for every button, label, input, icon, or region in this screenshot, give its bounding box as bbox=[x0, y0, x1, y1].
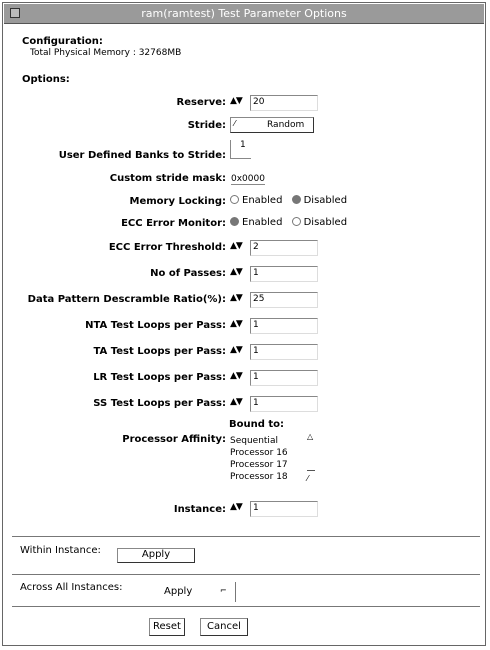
menu-indicator-icon: ⁄ bbox=[234, 119, 236, 128]
radio-icon[interactable] bbox=[292, 217, 301, 226]
passes-value[interactable]: 1 bbox=[253, 268, 259, 278]
reserve-label: Reserve: bbox=[176, 97, 226, 108]
instance-label: Instance: bbox=[173, 504, 226, 515]
ta-loops-spinner[interactable] bbox=[230, 344, 318, 359]
bound-to-label: Bound to: bbox=[229, 419, 285, 430]
radio-selected-icon[interactable] bbox=[230, 217, 239, 226]
ecc-monitor-radios bbox=[230, 217, 347, 228]
scroll-thumb[interactable] bbox=[307, 462, 315, 471]
lr-loops-label: LR Test Loops per Pass: bbox=[93, 372, 226, 383]
custom-stride-mask-label: Custom stride mask: bbox=[109, 173, 226, 184]
window-title: ram(ramtest) Test Parameter Options bbox=[141, 7, 347, 20]
ss-loops-value[interactable]: 1 bbox=[253, 398, 259, 408]
title-bar[interactable] bbox=[4, 4, 484, 24]
cancel-button[interactable]: Cancel bbox=[200, 618, 248, 636]
descramble-ratio-value[interactable]: 25 bbox=[253, 294, 265, 304]
processor-affinity-label: Processor Affinity: bbox=[122, 434, 226, 445]
ta-loops-value[interactable]: 1 bbox=[253, 346, 259, 356]
scroll-up-icon[interactable]: △ bbox=[307, 432, 314, 441]
spin-arrows-icon[interactable]: ▲▼ bbox=[230, 241, 242, 251]
memory-locking-radios bbox=[230, 195, 347, 206]
passes-label: No of Passes: bbox=[150, 268, 226, 279]
spin-arrows-icon[interactable]: ▲▼ bbox=[230, 345, 242, 355]
user-defined-banks-value[interactable]: 1 bbox=[240, 140, 246, 150]
ecc-monitor-disabled-radio[interactable]: Disabled bbox=[292, 217, 347, 228]
list-item[interactable]: Processor 16 bbox=[230, 448, 288, 458]
reset-button[interactable]: Reset bbox=[149, 618, 185, 636]
custom-stride-mask-input[interactable]: 0x0000 bbox=[231, 174, 265, 184]
spin-arrows-icon[interactable]: ▲▼ bbox=[230, 397, 242, 407]
ss-loops-spinner[interactable] bbox=[230, 396, 318, 411]
instance-spinner[interactable] bbox=[230, 501, 318, 516]
nta-loops-value[interactable]: 1 bbox=[253, 320, 259, 330]
section-divider bbox=[12, 536, 480, 537]
descramble-ratio-spinner[interactable] bbox=[230, 292, 318, 307]
ecc-threshold-label: ECC Error Threshold: bbox=[108, 242, 226, 253]
section-divider bbox=[12, 574, 480, 575]
user-defined-banks-label: User Defined Banks to Stride: bbox=[58, 150, 226, 161]
spin-arrows-icon[interactable]: ▲▼ bbox=[230, 319, 242, 329]
user-defined-banks-field[interactable] bbox=[230, 140, 251, 159]
within-instance-apply-button[interactable]: Apply bbox=[117, 548, 195, 563]
processor-affinity-list[interactable] bbox=[228, 432, 320, 486]
reserve-spinner[interactable] bbox=[230, 95, 318, 110]
ss-loops-label: SS Test Loops per Pass: bbox=[93, 398, 226, 409]
stride-label: Stride: bbox=[187, 120, 226, 131]
instance-value[interactable]: 1 bbox=[253, 503, 259, 513]
ecc-monitor-enabled-radio[interactable]: Enabled bbox=[230, 217, 282, 228]
stride-menu-button[interactable] bbox=[230, 117, 314, 133]
section-divider-vertical bbox=[235, 582, 236, 602]
radio-selected-icon[interactable] bbox=[292, 195, 301, 204]
menu-indicator-icon: ⌐ bbox=[220, 586, 227, 595]
spin-arrows-icon[interactable]: ▲▼ bbox=[230, 371, 242, 381]
ecc-threshold-value[interactable]: 2 bbox=[253, 242, 259, 252]
memory-locking-enabled-radio[interactable]: Enabled bbox=[230, 195, 282, 206]
memory-locking-label: Memory Locking: bbox=[129, 196, 226, 207]
ecc-monitor-label: ECC Error Monitor: bbox=[121, 218, 226, 229]
ecc-threshold-spinner[interactable] bbox=[230, 240, 318, 255]
lr-loops-value[interactable]: 1 bbox=[253, 372, 259, 382]
lr-loops-spinner[interactable] bbox=[230, 370, 318, 385]
across-instances-apply-button[interactable]: Apply bbox=[164, 586, 193, 597]
ta-loops-label: TA Test Loops per Pass: bbox=[93, 346, 226, 357]
spin-arrows-icon[interactable]: ▲▼ bbox=[230, 293, 242, 303]
radio-icon[interactable] bbox=[230, 195, 239, 204]
configuration-header: Configuration: bbox=[22, 36, 103, 47]
nta-loops-spinner[interactable] bbox=[230, 318, 318, 333]
stride-value: Random bbox=[267, 120, 305, 130]
total-memory-text: Total Physical Memory : 32768MB bbox=[30, 48, 182, 58]
spin-arrows-icon[interactable]: ▲▼ bbox=[230, 96, 242, 106]
section-divider bbox=[12, 606, 480, 607]
spin-arrows-icon[interactable]: ▲▼ bbox=[230, 267, 242, 277]
within-instance-label: Within Instance: bbox=[20, 545, 101, 556]
list-item[interactable]: Sequential bbox=[230, 436, 278, 446]
list-scrollbar[interactable] bbox=[306, 432, 316, 486]
across-instances-label: Across All Instances: bbox=[20, 582, 123, 593]
scroll-down-icon[interactable]: ⁄ bbox=[307, 474, 309, 483]
list-item[interactable]: Processor 17 bbox=[230, 460, 288, 470]
nta-loops-label: NTA Test Loops per Pass: bbox=[85, 320, 226, 331]
passes-spinner[interactable] bbox=[230, 266, 318, 281]
spin-arrows-icon[interactable]: ▲▼ bbox=[230, 502, 242, 512]
list-item[interactable]: Processor 18 bbox=[230, 472, 288, 482]
reserve-value[interactable]: 20 bbox=[253, 97, 265, 107]
descramble-ratio-label: Data Pattern Descramble Ratio(%): bbox=[27, 294, 226, 305]
memory-locking-disabled-radio[interactable]: Disabled bbox=[292, 195, 347, 206]
options-header: Options: bbox=[22, 74, 70, 85]
